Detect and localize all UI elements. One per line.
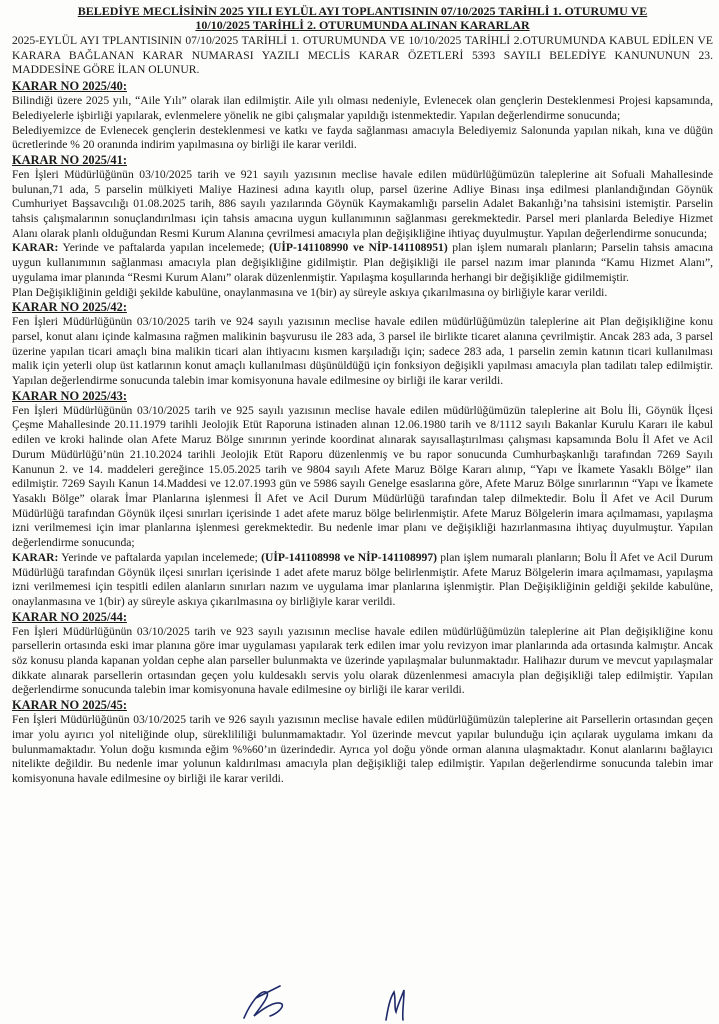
decision-heading: KARAR NO 2025/43: xyxy=(12,388,127,403)
document-title xyxy=(12,4,713,32)
decision-text: Plan Değişikliğinin geldiği şekilde kabulüne, onaylanmasına ve 1(bir) ay süreyle askıya çıkarılmasına oy birliğiyle karar verildi. xyxy=(12,285,608,299)
decision-2025-40 xyxy=(12,79,713,153)
decision-heading: KARAR NO 2025/44: xyxy=(12,609,127,624)
decision-karar-paragraph xyxy=(12,241,713,285)
karar-text: Yerinde ve paftalarda yapılan incelemede; xyxy=(58,550,262,564)
intro-paragraph: 2025-EYLÜL AYI TPLANTISININ 07/10/2025 TARİHLİ 1. OTURUMUNDA VE 10/10/2025 TARİHLİ 2.OTURUMUNDA KABUL EDİLEN VE KARARA BAĞLANAN KARAR NUMARASI YAZILI MECLİS KARAR ÖZETLERİ 5393 SAYILI BELEDİYE KANUNUNUN 23. MADDESİNE GÖRE İLAN OLUNUR. xyxy=(12,34,713,77)
karar-text: Yerinde ve paftalarda yapılan incelemede; xyxy=(58,241,270,255)
decision-heading: KARAR NO 2025/41: xyxy=(12,152,127,167)
karar-text: plan işlem numaralı planların; Parselin tahsis amacına uygun kullanımının sağlanması amacıyla plan değişikliğine gidilmiştir. Plan değişikliği ile parsel nazım imar planında “Kamu Hizmet Alanı”, uygulama imar planında “Resmi Kurum Alanı” olarak düzenlenmiştir. Yapılaşma koşullarında herhangi bir değişikliğe gidilmemiştir. xyxy=(12,241,713,284)
decision-2025-41 xyxy=(12,153,713,300)
decision-heading: KARAR NO 2025/42: xyxy=(12,300,127,315)
decision-heading: KARAR NO 2025/45: xyxy=(12,698,127,713)
decision-text: Fen İşleri Müdürlüğünün 03/10/2025 tarih ve 923 sayılı yazısının meclise havale edilen müdürlüğümüzün taleplerine ait Plan değişikliğine konu parsellerin ortasında eski imar planına göre imar uygulaması yapılarak terk edilen imar yolu revizyon imar planlarında ada ortasında kalmıştır. Ancak söz konusu planda kapanan yoldan cephe alan parseller bulunmakta ve üzerinde yapılaşmalar bulunmaktadır. Halihazır durum ve mevcut yapılaşmalar dikkate alınarak parsellerin ortasından geçen yolu kuldesaklı servis yolu olarak düzenlenmesi amacıyla plan değişikliği talep edilmiştir. Yapılan değerlendirme sonucunda talebin imar komisyonuna havale edilmesine oy birliği ile karar verildi. xyxy=(12,624,713,697)
decision-2025-43 xyxy=(12,389,713,610)
decision-2025-45 xyxy=(12,698,713,787)
plan-process-numbers: (UİP-141108990 ve NİP-141108951) xyxy=(269,241,448,255)
decision-text: Fen İşleri Müdürlüğünün 03/10/2025 tarih ve 925 sayılı yazısının meclise havale edilen müdürlüğümüzün taleplerine ait Bolu İli, Göynük İlçesi Çeşme Mahallesinde 20.11.1979 tarihli Jeolojik Etüt Raporuna istinaden alınan 12.06.1980 tarih ve 8/1112 sayılı Bakanlar Kurulu Kararı ile kabul edilen ve kroki halinde olan Afete Maruz Bölge sınırının yerinde koordinat alınarak sayısallaştırılması çalışması kapsamında Bolu İl Afet ve Acil Durum Müdürlüğü’nün 21.10.2024 tarihli Jeolojik Etüt Raporu düzenlenmiş ve bu rapor sonucunda Cumhurbaşkanlığı tarafından 7269 Sayılı Kanunun 2. ve 14. maddeleri gereğince 15.05.2025 tarih ve 9804 sayılı Afete Maruz Bölge Kararı alınıp, “Yapı ve İkamete Yasaklı Bölge” ilan edilmiştir. 7269 Sayılı Kanun 14.Maddesi ve 12.07.1993 gün ve 5986 sayılı Genelge esaslarına göre, Afete Maruz Bölge sınırlarının “Yapı ve İkamete Yasaklı Bölge” olarak İmar Planlarına işlenmesi İl Afet ve Acil Durum Müdürlüğü tarafından talep dilmektedir. Bolu İl Afet ve Acil Durum Müdürlüğü tarafından Göynük ilçesi sınırları içerisinde 1 adet afete maruz bölge belirlenmiştir. Afete Maruz Bölgelerin imara açılmaması, yapılaşma izni verilmemesi için imar planlarına işlenmesi gerekmektedir. Bu nedenle imar planı ve değişikliği hazırlanmasına ihtiyaç duyulmuştur. Yapılan değerlendirme sonucunda; xyxy=(12,403,713,550)
decision-text: Bilindiği üzere 2025 yılı, “Aile Yılı” olarak ilan edilmiştir. Aile yılı olması nedeniyle, Evlenecek olan gençlerin Desteklenmesi Projesi kapsamında, Belediyelerle işbirliği yapılarak, evlenmelere yönelik ne gibi çalışmalar yapıldığı istenmektedir. Yapılan değerlendirme sonucunda; xyxy=(12,94,713,122)
decision-karar-paragraph xyxy=(12,551,713,610)
decision-text: Belediyemizce de Evlenecek gençlerin desteklenmesi ve katkı ve fayda sağlanması amacıyla Belediyemiz Salonunda yapılan nikah, kına ve düğün ücretlerinde % 20 oranında indirim yapılmasına oy birliği ile karar verildi. xyxy=(12,123,713,152)
decision-heading: KARAR NO 2025/40: xyxy=(12,79,127,94)
decision-text: Fen İşleri Müdürlüğünün 03/10/2025 tarih ve 924 sayılı yazısının meclise havale edilen müdürlüğümüzün taleplerine ait Plan değişikliğine konu parsel, konut alanı içinde kalmasına rağmen malikinin başvurusu ile 283 ada, 3 parsel ile birlikte ticaret alanına çevrilmiştir. Ancak 283 ada, 3 parsel üzerine yapılan ticari amaçlı bina malikin ticari alan ihtiyacını kısmen karşıladığı için; sadece 283 ada, 1 parselin zemin katının ticari kullanılması malik için yeterli olup üst katlarının konut amaçlı kullanılması düşünüldüğü için fonksiyon değişikli yapılması amacıyla plan tadilatı talep edilmiştir. Yapılan değerlendirme sonucunda talebin imar komisyonuna havale edilmesine oy birliği ile karar verildi. xyxy=(12,315,713,388)
plan-process-numbers: (UİP-141108998 ve NİP-141108997) xyxy=(261,550,437,564)
title-line-1: BELEDİYE MECLİSİNİN 2025 YILI EYLÜL AYI TOPLANTISININ 07/10/2025 TARİHLİ 1. OTURUMU VE xyxy=(77,4,648,18)
decision-2025-44 xyxy=(12,610,713,699)
title-line-2: 10/10/2025 TARİHLİ 2. OTURUMUNDA ALINAN KARARLAR xyxy=(195,18,530,32)
karar-label: KARAR: xyxy=(12,550,59,564)
decision-2025-42 xyxy=(12,300,713,389)
signature-1 xyxy=(236,978,296,1024)
karar-label: KARAR: xyxy=(12,241,59,255)
decision-text: Fen İşleri Müdürlüğünün 03/10/2025 tarih ve 921 sayılı yazısının meclise havale edilen müdürlüğümüzün taleplerine ait Sofuali Mahallesinde bulunan,71 ada, 5 parselin mülkiyeti Maliye Hazinesi adına kayıtlı olup, parsel üzerine Adliye Binası inşa edilmesi planlandığından Göynük Cumhuriyet Başsavcılığı 01.08.2025 tarih, 886 sayılı yazılarında Göynük Kaymakamlığı parselin Adalet Bakanlığı’na tahsisini istemiştir. Parselin tahsis çalışmalarının sonuçlandırılması için tahsis amacına uygun kullanımının sağlanması gerekmektedir. Parsel meri planlarda Belediye Hizmet Alanı olarak planlı olduğundan Resmi Kurum Alanına çevrilmesi amacıyla plan değişikliğine ihtiyaç duyulmuştur. Yapılan değerlendirme sonucunda; xyxy=(12,167,713,240)
signature-2 xyxy=(380,978,410,1024)
karar-text: plan işlem numaralı planların; Bolu İl Afet ve Acil Durum Müdürlüğü tarafından Göynük ilçesi sınırları içerisinde 1 adet afete maruz bölge belirlenmiştir. Afete Maruz Bölgelerin imara açılmaması, yapılaşma izni verilmemesi için tespitli edilen alanların sınırları nazım ve uygulama imar planlarına işlenmiştir. Plan Değişikliğinin geldiği şekilde kabulüne, onaylanmasına ve 1(bir) ay süreyle askıya çıkarılmasına oy birliğiyle karar verildi. xyxy=(12,550,713,608)
decision-text: Fen İşleri Müdürlüğünün 03/10/2025 tarih ve 926 sayılı yazısının meclise havale edilen müdürlüğümüzün taleplerine ait Parsellerin ortasından geçen imar yolu ayırıcı yol niteliğinde olup, süreklililiği bulunmamaktadır. Yol üzerinde mevcut yapılar bulunduğu için açılarak uygulama imkanı da bulunmamaktadır. Yolun doğu kısmında eğim %%60’ın üzerindedir. Ayrıca yol doğu yönde orman alanına ulaşmaktadır. Konut alanlarını bağlayıcı nitelikte değildir. Bu nedenle imar yolunun kaldırılması amacıyla plan değişikliği talep edilmiştir. Yapılan değerlendirme sonucunda talebin imar komisyonuna havale edilmesine oy birliği ile karar verildi. xyxy=(12,713,713,785)
